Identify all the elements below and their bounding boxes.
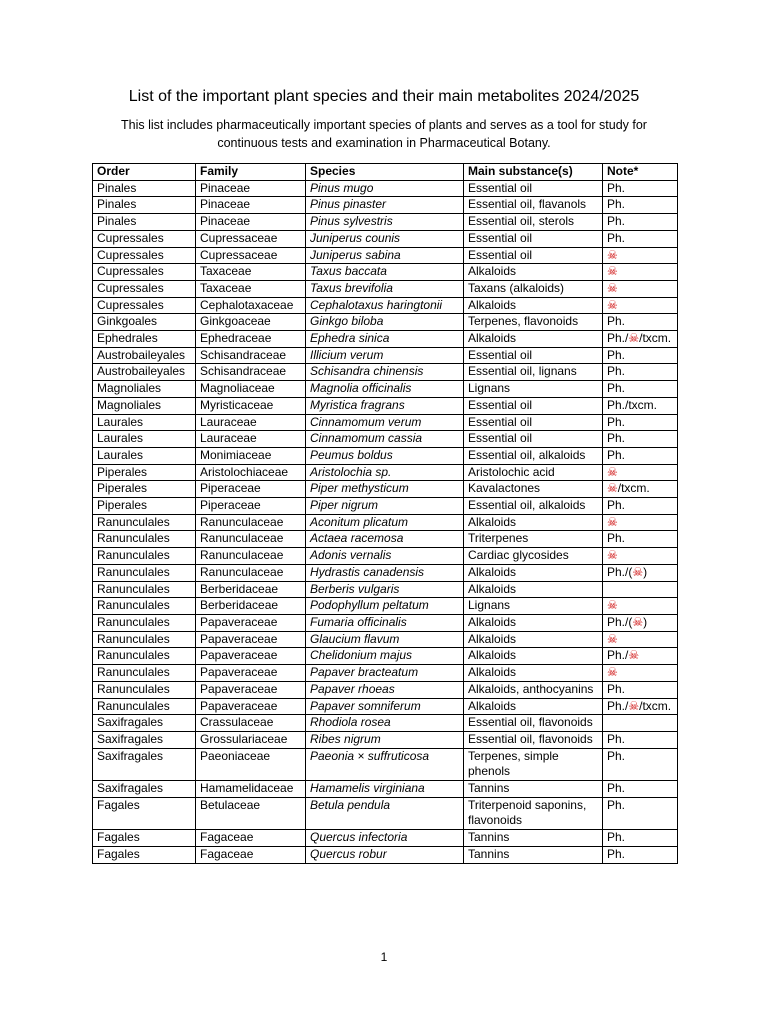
table-row <box>93 197 678 214</box>
species-cell: Pinus mugo <box>306 180 464 197</box>
table-row <box>93 230 678 247</box>
substance-cell: Essential oil, flavonoids <box>464 731 603 748</box>
substance-cell: Triterpenes <box>464 531 603 548</box>
substance-cell: Terpenes, flavonoids <box>464 314 603 331</box>
note-cell: Ph. <box>603 230 678 247</box>
toxic-skull-icon: ☠ <box>607 264 618 279</box>
table-row <box>93 397 678 414</box>
species-cell: Berberis vulgaris <box>306 581 464 598</box>
toxic-skull-icon: ☠ <box>607 247 618 262</box>
family-cell: Berberidaceae <box>196 598 306 615</box>
table-row <box>93 180 678 197</box>
family-cell: Fagaceae <box>196 846 306 863</box>
note-cell: Ph. <box>603 531 678 548</box>
table-row <box>93 381 678 398</box>
family-cell: Taxaceae <box>196 280 306 297</box>
table-header-row <box>93 164 678 181</box>
family-cell: Ranunculaceae <box>196 548 306 565</box>
order-cell: Ranunculales <box>93 581 196 598</box>
species-cell: Actaea racemosa <box>306 531 464 548</box>
order-cell: Ranunculales <box>93 665 196 682</box>
substance-cell: Alkaloids <box>464 614 603 631</box>
substance-cell: Essential oil, sterols <box>464 214 603 231</box>
order-cell: Ranunculales <box>93 531 196 548</box>
order-cell: Saxifragales <box>93 748 196 780</box>
substance-cell: Alkaloids <box>464 514 603 531</box>
table-row <box>93 481 678 498</box>
species-cell: Ephedra sinica <box>306 331 464 348</box>
family-cell: Paeoniaceae <box>196 748 306 780</box>
order-cell: Magnoliales <box>93 381 196 398</box>
substance-cell: Essential oil <box>464 414 603 431</box>
table-row <box>93 331 678 348</box>
family-cell: Taxaceae <box>196 264 306 281</box>
family-cell: Papaveraceae <box>196 681 306 698</box>
toxic-skull-icon: ☠ <box>607 665 618 680</box>
species-cell: Schisandra chinensis <box>306 364 464 381</box>
species-cell: Quercus infectoria <box>306 830 464 847</box>
note-cell <box>603 581 678 598</box>
note-cell: Ph. <box>603 314 678 331</box>
family-cell: Aristolochiaceae <box>196 464 306 481</box>
note-cell: Ph. <box>603 498 678 515</box>
table-row <box>93 648 678 665</box>
header-main-substances: Main substance(s) <box>464 164 603 181</box>
family-cell: Betulaceae <box>196 797 306 829</box>
species-cell: Illicium verum <box>306 347 464 364</box>
substance-cell: Tannins <box>464 846 603 863</box>
species-cell: Podophyllum peltatum <box>306 598 464 615</box>
order-cell: Ginkgoales <box>93 314 196 331</box>
table-row <box>93 498 678 515</box>
order-cell: Ranunculales <box>93 681 196 698</box>
note-cell <box>603 297 678 314</box>
note-cell <box>603 631 678 648</box>
species-cell: Aristolochia sp. <box>306 464 464 481</box>
header-order: Order <box>93 164 196 181</box>
family-cell: Ginkgoaceae <box>196 314 306 331</box>
order-cell: Fagales <box>93 846 196 863</box>
species-cell: Adonis vernalis <box>306 548 464 565</box>
species-cell: Quercus robur <box>306 846 464 863</box>
toxic-skull-icon: ☠ <box>607 464 618 479</box>
species-cell: Papaver somniferum <box>306 698 464 715</box>
species-cell: Juniperus sabina <box>306 247 464 264</box>
note-cell: Ph. <box>603 681 678 698</box>
note-cell: Ph. <box>603 731 678 748</box>
species-cell: Juniperus counis <box>306 230 464 247</box>
order-cell: Magnoliales <box>93 397 196 414</box>
note-cell: Ph. <box>603 347 678 364</box>
table-row <box>93 846 678 863</box>
substance-cell: Alkaloids <box>464 564 603 581</box>
species-cell: Piper methysticum <box>306 481 464 498</box>
substance-cell: Lignans <box>464 598 603 615</box>
toxic-skull-icon: ☠ <box>607 631 618 646</box>
table-row <box>93 414 678 431</box>
note-cell: Ph. <box>603 830 678 847</box>
page-number: 1 <box>380 950 388 964</box>
note-cell <box>603 665 678 682</box>
species-cell: Hydrastis canadensis <box>306 564 464 581</box>
substance-cell: Kavalactones <box>464 481 603 498</box>
family-cell: Papaveraceae <box>196 665 306 682</box>
order-cell: Cupressales <box>93 230 196 247</box>
substance-cell: Alkaloids <box>464 331 603 348</box>
table-row <box>93 548 678 565</box>
family-cell: Papaveraceae <box>196 648 306 665</box>
species-cell: Rhodiola rosea <box>306 715 464 732</box>
order-cell: Fagales <box>93 797 196 829</box>
order-cell: Saxifragales <box>93 715 196 732</box>
header-family: Family <box>196 164 306 181</box>
table-row <box>93 581 678 598</box>
species-cell: Peumus boldus <box>306 447 464 464</box>
order-cell: Saxifragales <box>93 731 196 748</box>
toxic-skull-icon: ☠ <box>632 614 644 629</box>
species-cell: Papaver rhoeas <box>306 681 464 698</box>
table-row <box>93 715 678 732</box>
substance-cell: Triterpenoid saponins, flavonoids <box>464 797 603 829</box>
order-cell: Pinales <box>93 214 196 231</box>
table-row <box>93 748 678 780</box>
order-cell: Laurales <box>93 447 196 464</box>
species-cell: Pinus sylvestris <box>306 214 464 231</box>
order-cell: Piperales <box>93 464 196 481</box>
document-title: List of the important plant species and their main metabolites 2024/2025 <box>128 88 640 105</box>
species-cell: Chelidonium majus <box>306 648 464 665</box>
header-species: Species <box>306 164 464 181</box>
substance-cell: Cardiac glycosides <box>464 548 603 565</box>
family-cell: Cupressaceae <box>196 230 306 247</box>
family-cell: Ranunculaceae <box>196 531 306 548</box>
table-row <box>93 347 678 364</box>
note-cell: Ph./(☠) <box>603 614 678 631</box>
family-cell: Lauraceae <box>196 431 306 448</box>
species-cell: Cinnamomum verum <box>306 414 464 431</box>
order-cell: Cupressales <box>93 297 196 314</box>
note-cell: Ph. <box>603 797 678 829</box>
family-cell: Papaveraceae <box>196 631 306 648</box>
toxic-skull-icon: ☠ <box>607 598 618 613</box>
substance-cell: Essential oil <box>464 347 603 364</box>
substance-cell: Essential oil <box>464 431 603 448</box>
order-cell: Austrobaileyales <box>93 347 196 364</box>
table-row <box>93 531 678 548</box>
toxic-skull-icon: ☠ <box>628 698 640 713</box>
family-cell: Monimiaceae <box>196 447 306 464</box>
order-cell: Cupressales <box>93 264 196 281</box>
order-cell: Ranunculales <box>93 614 196 631</box>
family-cell: Berberidaceae <box>196 581 306 598</box>
order-cell: Ranunculales <box>93 631 196 648</box>
family-cell: Pinaceae <box>196 214 306 231</box>
note-cell <box>603 514 678 531</box>
note-cell: Ph. <box>603 748 678 780</box>
substance-cell: Tannins <box>464 781 603 798</box>
table-row <box>93 514 678 531</box>
substance-cell: Essential oil <box>464 230 603 247</box>
table-row <box>93 781 678 798</box>
substance-cell: Essential oil, lignans <box>464 364 603 381</box>
species-cell: Magnolia officinalis <box>306 381 464 398</box>
toxic-skull-icon: ☠ <box>607 514 618 529</box>
family-cell: Ephedraceae <box>196 331 306 348</box>
table-row <box>93 698 678 715</box>
species-cell: Aconitum plicatum <box>306 514 464 531</box>
toxic-skull-icon: ☠ <box>607 548 618 563</box>
family-cell: Ranunculaceae <box>196 514 306 531</box>
substance-cell: Alkaloids <box>464 665 603 682</box>
toxic-skull-icon: ☠ <box>628 331 640 346</box>
order-cell: Piperales <box>93 498 196 515</box>
table-row <box>93 264 678 281</box>
note-cell: Ph. <box>603 364 678 381</box>
note-cell: Ph. <box>603 447 678 464</box>
species-cell: Cinnamomum cassia <box>306 431 464 448</box>
toxic-skull-icon: ☠ <box>628 648 640 663</box>
toxic-skull-icon: ☠ <box>607 280 618 295</box>
table-row <box>93 464 678 481</box>
species-cell: Fumaria officinalis <box>306 614 464 631</box>
species-cell: Myristica fragrans <box>306 397 464 414</box>
substance-cell: Alkaloids <box>464 698 603 715</box>
order-cell: Fagales <box>93 830 196 847</box>
family-cell: Crassulaceae <box>196 715 306 732</box>
substance-cell: Essential oil <box>464 247 603 264</box>
substance-cell: Aristolochic acid <box>464 464 603 481</box>
family-cell: Piperaceae <box>196 481 306 498</box>
substance-cell: Essential oil <box>464 397 603 414</box>
order-cell: Cupressales <box>93 280 196 297</box>
species-cell: Piper nigrum <box>306 498 464 515</box>
order-cell: Ranunculales <box>93 598 196 615</box>
order-cell: Piperales <box>93 481 196 498</box>
substance-cell: Alkaloids <box>464 297 603 314</box>
table-row <box>93 830 678 847</box>
table-row <box>93 564 678 581</box>
note-cell <box>603 598 678 615</box>
note-cell: Ph. <box>603 197 678 214</box>
table-row <box>93 247 678 264</box>
family-cell: Piperaceae <box>196 498 306 515</box>
substance-cell: Essential oil, alkaloids <box>464 498 603 515</box>
species-cell: Papaver bracteatum <box>306 665 464 682</box>
toxic-skull-icon: ☠ <box>632 564 644 579</box>
note-cell: Ph. <box>603 214 678 231</box>
note-cell: Ph. <box>603 414 678 431</box>
note-cell <box>603 280 678 297</box>
order-cell: Cupressales <box>93 247 196 264</box>
intro-paragraph: This list includes pharmaceutically important species of plants and serves as a tool for study for continuous tests and examination in Pharmaceutical Botany. <box>121 118 647 150</box>
substance-cell: Alkaloids <box>464 631 603 648</box>
note-cell: Ph. <box>603 381 678 398</box>
table-row <box>93 681 678 698</box>
family-cell: Papaveraceae <box>196 614 306 631</box>
note-cell: Ph./(☠) <box>603 564 678 581</box>
species-cell: Betula pendula <box>306 797 464 829</box>
table-row <box>93 314 678 331</box>
order-cell: Ranunculales <box>93 648 196 665</box>
note-cell <box>603 264 678 281</box>
substance-cell: Tannins <box>464 830 603 847</box>
family-cell: Pinaceae <box>196 180 306 197</box>
family-cell: Lauraceae <box>196 414 306 431</box>
family-cell: Schisandraceae <box>196 364 306 381</box>
species-cell: Ginkgo biloba <box>306 314 464 331</box>
substance-cell: Essential oil, flavonoids <box>464 715 603 732</box>
table-row <box>93 280 678 297</box>
order-cell: Ranunculales <box>93 514 196 531</box>
family-cell: Ranunculaceae <box>196 564 306 581</box>
order-cell: Ranunculales <box>93 698 196 715</box>
species-cell: Ribes nigrum <box>306 731 464 748</box>
header-note: Note* <box>603 164 678 181</box>
table-row <box>93 431 678 448</box>
note-cell: Ph. <box>603 180 678 197</box>
note-cell: Ph./☠/txcm. <box>603 331 678 348</box>
note-cell: Ph. <box>603 781 678 798</box>
family-cell: Cephalotaxaceae <box>196 297 306 314</box>
species-cell: Pinus pinaster <box>306 197 464 214</box>
table-row <box>93 214 678 231</box>
note-cell: Ph. <box>603 431 678 448</box>
table-row <box>93 364 678 381</box>
family-cell: Hamamelidaceae <box>196 781 306 798</box>
family-cell: Magnoliaceae <box>196 381 306 398</box>
table-row <box>93 797 678 829</box>
note-cell <box>603 715 678 732</box>
substance-cell: Lignans <box>464 381 603 398</box>
substance-cell: Alkaloids <box>464 648 603 665</box>
order-cell: Saxifragales <box>93 781 196 798</box>
substance-cell: Essential oil <box>464 180 603 197</box>
order-cell: Pinales <box>93 197 196 214</box>
family-cell: Myristicaceae <box>196 397 306 414</box>
species-cell: Taxus baccata <box>306 264 464 281</box>
family-cell: Grossulariaceae <box>196 731 306 748</box>
toxic-skull-icon: ☠ <box>607 481 618 496</box>
plant-species-table <box>92 163 678 864</box>
table-row <box>93 731 678 748</box>
table-body <box>93 180 678 863</box>
family-cell: Pinaceae <box>196 197 306 214</box>
toxic-skull-icon: ☠ <box>607 297 618 312</box>
species-cell: Hamamelis virginiana <box>306 781 464 798</box>
table-row <box>93 614 678 631</box>
note-cell: Ph. <box>603 846 678 863</box>
species-cell: Paeonia × suffruticosa <box>306 748 464 780</box>
note-cell: ☠/txcm. <box>603 481 678 498</box>
species-cell: Taxus brevifolia <box>306 280 464 297</box>
note-cell: Ph./☠/txcm. <box>603 698 678 715</box>
species-cell: Glaucium flavum <box>306 631 464 648</box>
substance-cell: Alkaloids, anthocyanins <box>464 681 603 698</box>
order-cell: Ranunculales <box>93 564 196 581</box>
note-cell <box>603 548 678 565</box>
substance-cell: Essential oil, flavanols <box>464 197 603 214</box>
table-row <box>93 631 678 648</box>
note-cell <box>603 247 678 264</box>
species-cell: Cephalotaxus haringtonii <box>306 297 464 314</box>
order-cell: Laurales <box>93 414 196 431</box>
family-cell: Schisandraceae <box>196 347 306 364</box>
substance-cell: Terpenes, simple phenols <box>464 748 603 780</box>
table-row <box>93 447 678 464</box>
note-cell: Ph./☠ <box>603 648 678 665</box>
order-cell: Pinales <box>93 180 196 197</box>
order-cell: Laurales <box>93 431 196 448</box>
table-row <box>93 598 678 615</box>
substance-cell: Essential oil, alkaloids <box>464 447 603 464</box>
family-cell: Fagaceae <box>196 830 306 847</box>
note-cell: Ph./txcm. <box>603 397 678 414</box>
table-row <box>93 297 678 314</box>
family-cell: Cupressaceae <box>196 247 306 264</box>
substance-cell: Taxans (alkaloids) <box>464 280 603 297</box>
order-cell: Ephedrales <box>93 331 196 348</box>
note-cell <box>603 464 678 481</box>
table-row <box>93 665 678 682</box>
order-cell: Austrobaileyales <box>93 364 196 381</box>
family-cell: Papaveraceae <box>196 698 306 715</box>
substance-cell: Alkaloids <box>464 581 603 598</box>
order-cell: Ranunculales <box>93 548 196 565</box>
substance-cell: Alkaloids <box>464 264 603 281</box>
